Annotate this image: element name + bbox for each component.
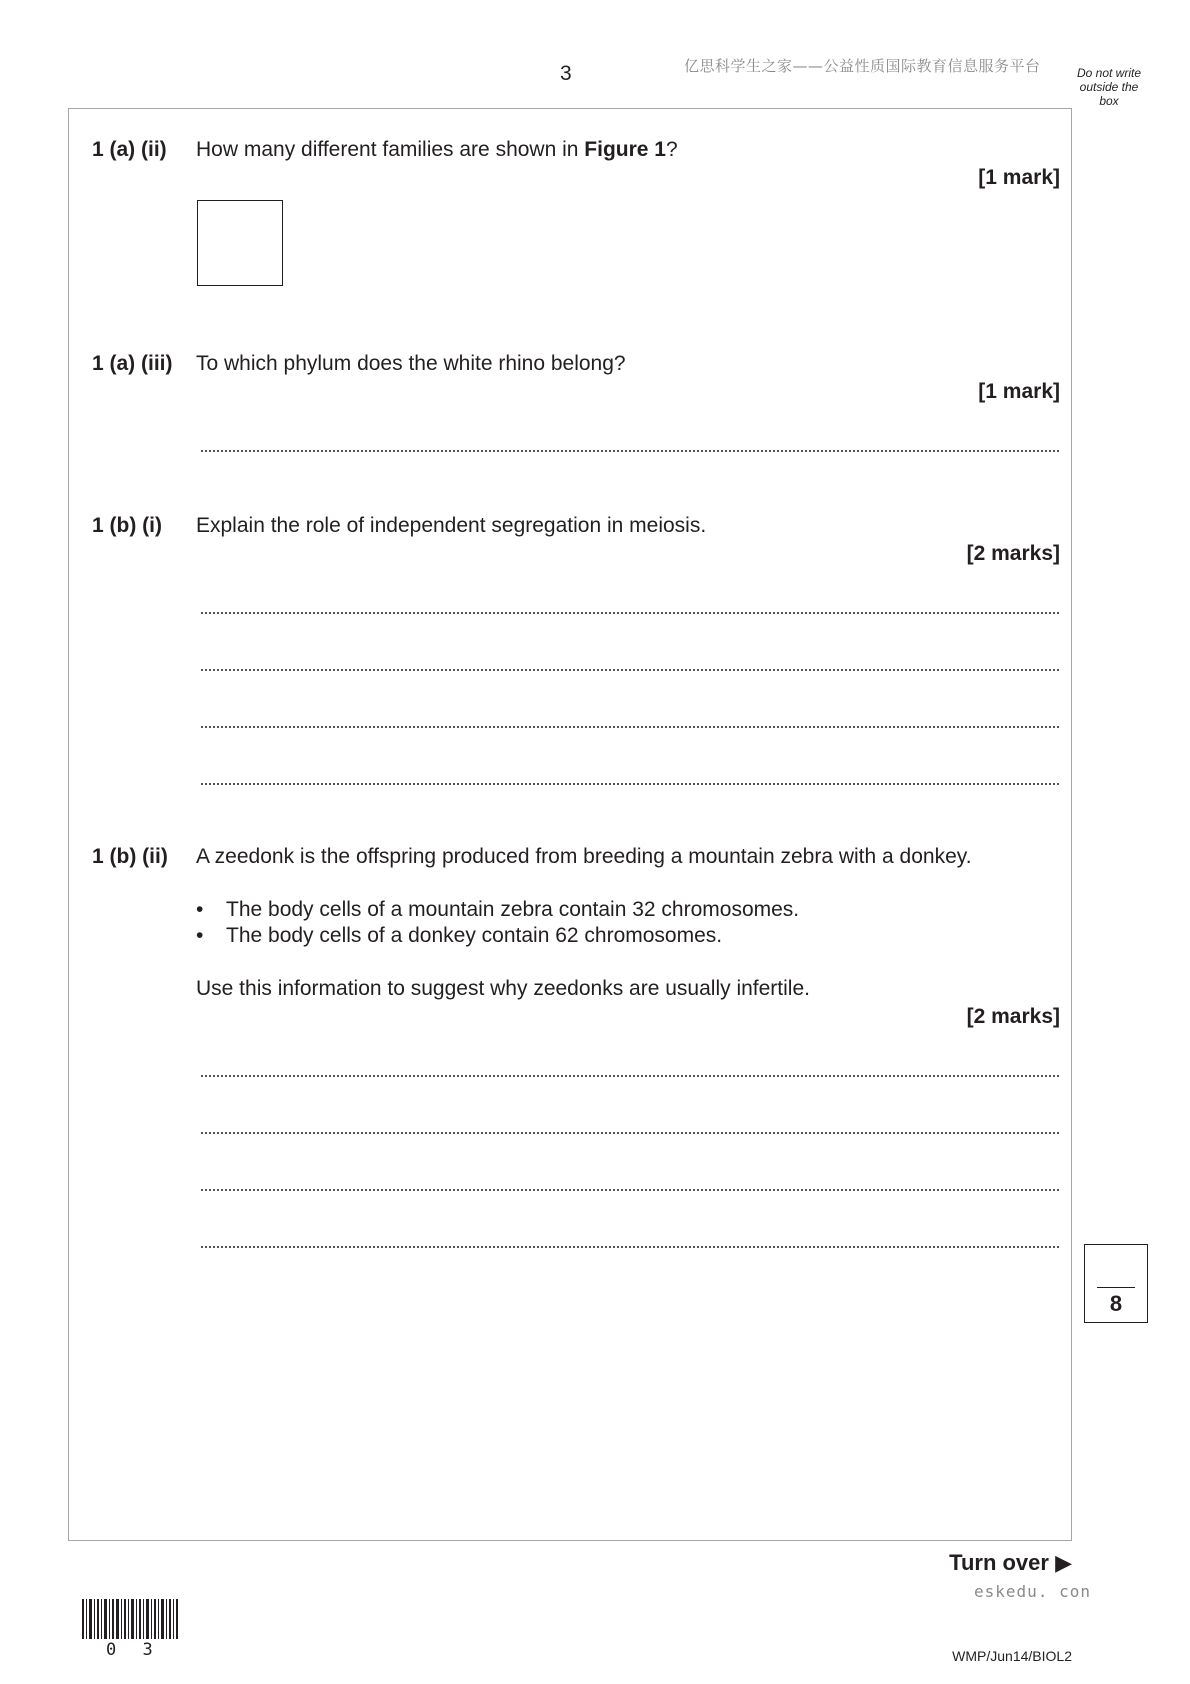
- margin-note: [1064, 66, 1154, 108]
- marks-1a-ii: [1 mark]: [978, 166, 1060, 189]
- marks-1a-iii: [1 mark]: [978, 380, 1060, 403]
- margin-note-line-3: box: [1099, 94, 1119, 108]
- answer-line[interactable]: [201, 1246, 1059, 1248]
- question-prompt-1b-ii: Use this information to suggest why zeedonks are usually infertile.: [196, 977, 810, 1000]
- question-number-1b-ii: 1 (b) (ii): [92, 845, 168, 868]
- site-watermark: eskedu. con: [974, 1582, 1091, 1601]
- margin-note-line-1: Do not write: [1076, 66, 1142, 80]
- figure-reference: Figure 1: [584, 138, 666, 161]
- page-total-box: [1084, 1244, 1148, 1323]
- question-text-1a-ii: [196, 138, 678, 162]
- paper-code: WMP/Jun14/BIOL2: [952, 1648, 1072, 1664]
- turn-over-label: Turn over ▶: [949, 1550, 1072, 1575]
- margin-note-line-2: outside the: [1079, 80, 1139, 94]
- bullet-icon: •: [196, 924, 204, 947]
- question-text-1a-ii-end: ?: [665, 138, 678, 161]
- answer-line[interactable]: [201, 1132, 1059, 1134]
- barcode-digits: 0 3: [106, 1640, 161, 1660]
- answer-line[interactable]: [201, 669, 1059, 671]
- answer-line[interactable]: [201, 612, 1059, 614]
- page-number: 3: [560, 62, 572, 85]
- marks-1b-i: [2 marks]: [966, 542, 1060, 565]
- question-number-1b-i: 1 (b) (i): [92, 514, 162, 537]
- barcode-icon: [82, 1599, 178, 1639]
- answer-line[interactable]: [201, 450, 1059, 452]
- bullet-item: [196, 924, 722, 948]
- question-number-1a-iii: 1 (a) (iii): [92, 352, 173, 375]
- answer-frame: [68, 108, 1072, 1541]
- watermark-text: 亿思科学生之家——公益性质国际教育信息服务平台: [684, 57, 1041, 75]
- question-number-1a-ii: 1 (a) (ii): [92, 138, 167, 161]
- answer-line[interactable]: [201, 783, 1059, 785]
- answer-line[interactable]: [201, 726, 1059, 728]
- marks-1b-ii: [2 marks]: [966, 1005, 1060, 1028]
- answer-line[interactable]: [201, 1189, 1059, 1191]
- score-divider: [1097, 1287, 1135, 1288]
- bullet-icon: •: [196, 898, 204, 921]
- bullet-text: The body cells of a mountain zebra contain 32 chromosomes.: [226, 898, 800, 921]
- question-text-1a-ii-start: How many different families are shown in: [196, 138, 585, 161]
- bullet-text: The body cells of a donkey contain 62 chromosomes.: [226, 924, 723, 947]
- answer-box-1a-ii[interactable]: [197, 200, 283, 286]
- bullet-item: [196, 898, 799, 922]
- page-total-value: 8: [1109, 1291, 1123, 1316]
- answer-line[interactable]: [201, 1075, 1059, 1077]
- question-text-1b-i: Explain the role of independent segregation in meiosis.: [196, 514, 707, 537]
- question-text-1b-ii: A zeedonk is the offspring produced from breeding a mountain zebra with a donkey.: [196, 845, 972, 868]
- question-text-1a-iii: To which phylum does the white rhino belong?: [196, 352, 626, 375]
